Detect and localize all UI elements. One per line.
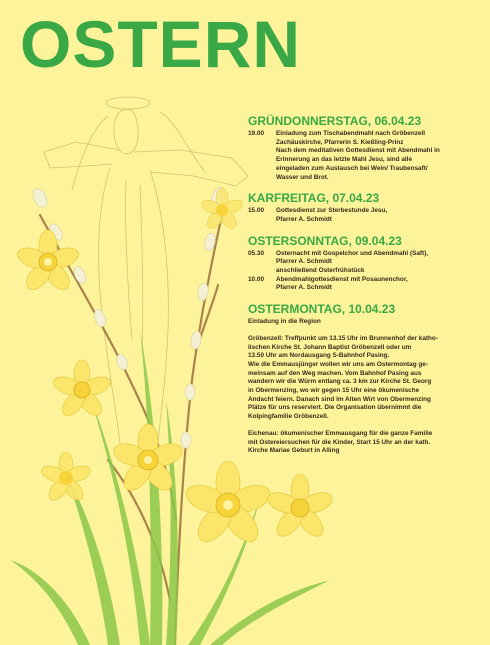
event-time: 15.00 [248,207,264,215]
event-row [248,250,484,276]
paragraph-eichenau: Eichenau: ökumenischer Emmausgang für die ganze Familie mit Ostereiersuchen für die Kinder, Start 15 Uhr an der kath. Kirche Mariae Geburt in Alling [248,429,433,455]
section-heading: OSTERMONTAG, 10.04.23 [248,302,396,317]
event-row [248,130,484,182]
event-text: Abendmahlgottesdienst mit Posaunenchor, Pfarrer A. Schmidt [276,275,408,292]
section-heading: KARFREITAG, 07.04.23 [248,191,380,206]
paragraph-groebenzell: Gröbenzell: Treffpunkt um 13.15 Uhr im Brunnenhof der katho- lischen Kirche St. Johann Baptist Gröbenzell oder um 13.50 Uhr am Nordausgang S-Bahnhof Pasing. Wie die Emmausjünger wollen wir uns am Ostermontag ge- meinsam auf den Weg machen. Vom Bahnhof Pasing aus wandern wir die Würm entlang ca. 3 km zur Kirche St. Georg in Obermenzing, wo wir gegen 15 Uhr eine ökumenische Andacht feiern. Danach sind im Alten Wirt von Obermenzing Plätze für uns reserviert. Die Organisation übernimmt die Kolpingfamilie Gröbenzell. [248,334,438,421]
event-row [248,207,484,224]
event-row [248,276,484,293]
event-time: 19.00 [248,130,264,137]
section-gruendonnerstag [248,114,484,182]
event-text: Osternacht mit Gospelchor und Abendmahl (Saft), Pfarrer A. Schmidt anschließend Osterfrühstück [276,249,429,275]
section-heading: GRÜNDONNERSTAG, 06.04.23 [248,114,422,128]
section-ostersonntag [248,234,484,294]
section-karfreitag [248,191,484,224]
event-time: 05.30 [248,249,264,257]
page-title: OSTERN [20,7,302,81]
event-text: Einladung zum Tischabendmahl nach Gröbenzell Zachäuskirche, Pfarrerin S. Kießling-Prinz Nach dem meditativen Gottesdienst mit Abendmahl in Erinnerung an das letzte Mahl Jesu, sind alle eingeladen zum Austausch bei Wein/ Traubensaft/ Wasser und Brot. [276,130,440,181]
section-intro: Einladung in die Region [248,318,321,326]
event-text: Gottesdienst zur Sterbestunde Jesu, Pfarrer A. Schmidt [276,207,388,223]
program-list [248,114,484,465]
section-heading: OSTERSONNTAG, 09.04.23 [248,233,402,248]
section-ostermontag [248,302,484,456]
event-time: 10.00 [248,275,264,283]
